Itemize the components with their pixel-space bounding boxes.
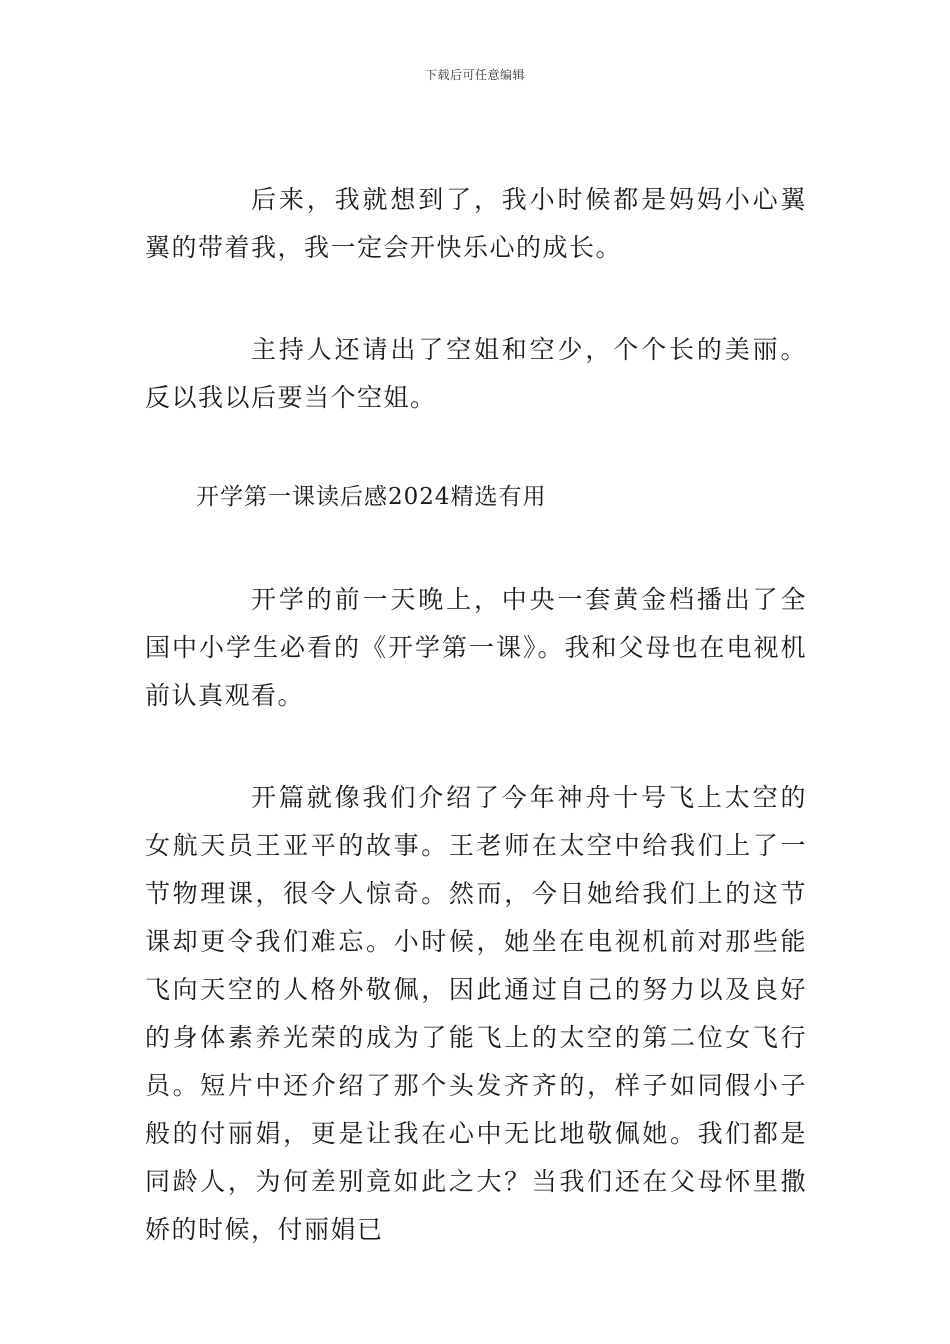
section-title: 开学第一课读后感2024精选有用 [196,484,547,510]
body-paragraph: 后来，我就想到了，我小时候都是妈妈小心翼翼的带着我，我一定会开快乐心的成长。 [145,185,807,262]
page-header-note: 下载后可任意编辑 [424,68,525,82]
body-paragraph: 开学的前一天晚上，中央一套黄金档播出了全国中小学生必看的《开学第一课》。我和父母也在电视机前认真观看。 [145,585,807,710]
body-paragraph: 开篇就像我们介绍了今年神舟十号飞上太空的女航天员王亚平的故事。王老师在太空中给我们上了一节物理课，很令人惊奇。然而，今日她给我们上的这节课却更令我们难忘。小时候，她坐在电视机前对那些能飞向天空的人格外敬佩，因此通过自己的努力以及良好的身体素养光荣的成为了能飞上的太空的第二位女飞行员。短片中还介绍了那个头发齐齐的，样子如同假小子般的付丽娟，更是让我在心中无比地敬佩她。我们都是同龄人，为何差别竟如此之大？当我们还在父母怀里撒娇的时候，付丽娟已 [145,783,807,1244]
body-paragraph: 主持人还请出了空姐和空少，个个长的美丽。反以我以后要当个空姐。 [145,335,807,412]
